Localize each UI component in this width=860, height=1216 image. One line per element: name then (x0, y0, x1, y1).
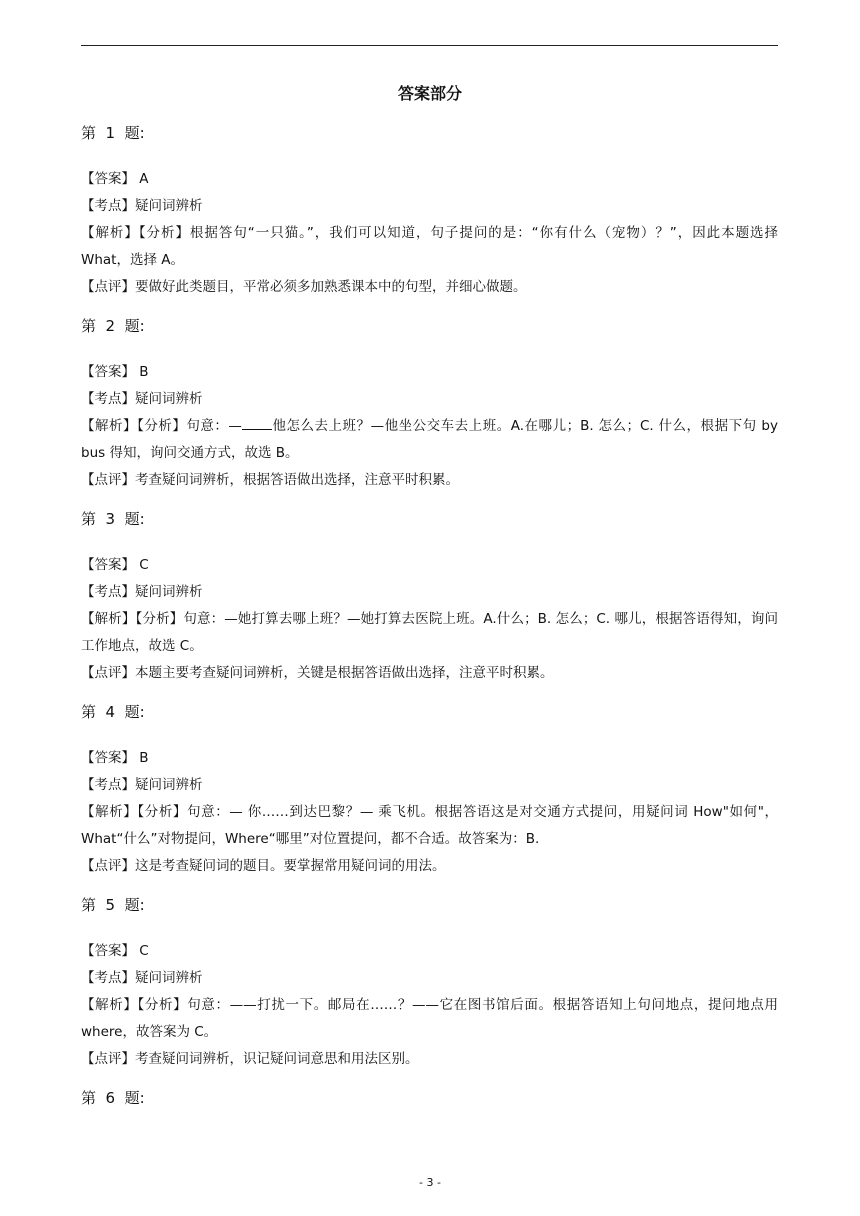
page-title: 答案部分 (397, 84, 462, 103)
page-number: - 3 - (419, 1176, 441, 1189)
analysis-line (81, 413, 778, 467)
question-2 (81, 315, 778, 494)
analysis-line: 【解析】【分析】句意：— 你……到达巴黎？— 乘飞机。根据答语这是对交通方式提问，用疑问词 How"如何"，What“什么”对物提问，Where“哪里”对位置提问，都不合适。故答案为：B. (81, 804, 778, 847)
answer-line: 【答案】 A (81, 171, 149, 187)
answer-line: 【答案】 B (81, 750, 149, 766)
question-number: 第 2 题: (81, 317, 145, 335)
analysis-line: 【解析】【分析】句意：—她打算去哪上班？—她打算去医院上班。A.什么；B. 怎么；C. 哪儿，根据答语得知，询问工作地点，故选 C。 (81, 611, 778, 654)
question-3 (81, 508, 778, 687)
point-line: 【考点】疑问词辨析 (81, 391, 203, 407)
question-number: 第 4 题: (81, 703, 145, 721)
answer-line: 【答案】 C (81, 943, 149, 959)
question-number: 第 1 题: (81, 124, 145, 142)
analysis-line: 【解析】【分析】根据答句“一只猫。”，我们可以知道，句子提问的是：“你有什么（宠物）？”，因此本题选择 What，选择 A。 (81, 225, 778, 268)
comment-line: 【点评】本题主要考查疑问词辨析，关键是根据答语做出选择，注意平时积累。 (81, 665, 554, 681)
question-4 (81, 701, 778, 880)
analysis-rest: 他怎么去上班？—他坐公交车去上班。A.在哪儿；B. 怎么；C. 什么，根据下句 by bus 得知，询问交通方式，故选 B。 (81, 418, 778, 461)
analysis-prefix: 【解析】【分析】句意：— (81, 418, 242, 434)
point-line: 【考点】疑问词辨析 (81, 198, 203, 214)
point-line: 【考点】疑问词辨析 (81, 777, 203, 793)
analysis-line: 【解析】【分析】句意：——打扰一下。邮局在……？——它在图书馆后面。根据答语知上句问地点，提问地点用 where，故答案为 C。 (81, 997, 778, 1040)
answer-blank (242, 417, 272, 430)
question-number: 第 5 题: (81, 896, 145, 914)
point-line: 【考点】疑问词辨析 (81, 970, 203, 986)
comment-line: 【点评】考查疑问词辨析，识记疑问词意思和用法区别。 (81, 1051, 419, 1067)
question-5 (81, 894, 778, 1073)
comment-line: 【点评】这是考查疑问词的题目。要掌握常用疑问词的用法。 (81, 858, 446, 874)
header-rule (81, 45, 778, 46)
comment-line: 【点评】要做好此类题目，平常必须多加熟悉课本中的句型，并细心做题。 (81, 279, 527, 295)
answer-line: 【答案】 C (81, 557, 149, 573)
point-line: 【考点】疑问词辨析 (81, 584, 203, 600)
comment-line: 【点评】考查疑问词辨析，根据答语做出选择，注意平时积累。 (81, 472, 459, 488)
question-number: 第 3 题: (81, 510, 145, 528)
question-number: 第 6 题: (81, 1089, 145, 1107)
question-1 (81, 122, 778, 301)
answer-section (81, 122, 778, 1131)
answer-line: 【答案】 B (81, 364, 149, 380)
question-6 (81, 1087, 778, 1109)
